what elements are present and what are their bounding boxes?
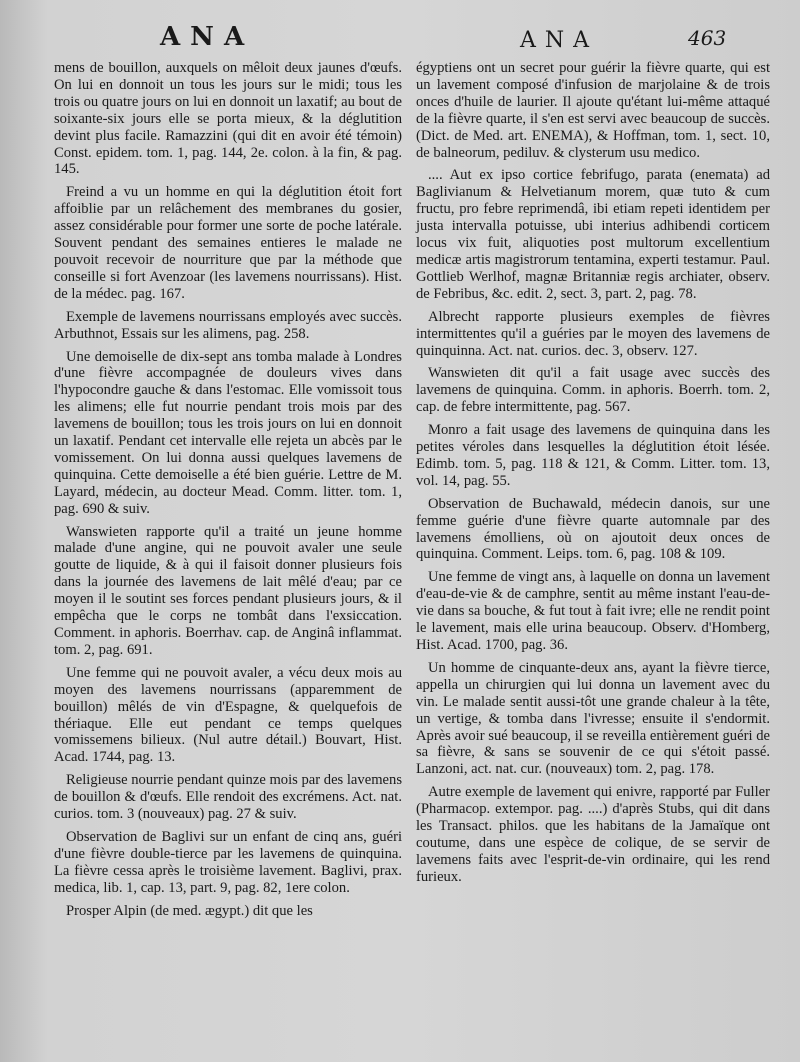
paragraph: .... Aut ex ipso cortice febrifugo, parata (enemata) ad Baglivianum & Helvetianum morem, quæ tuto & cum fructu, pro febre reprimendâ, ibi etiam repeti identidem per justa intervalla potuisse, ubi interius adhibendi corticem locus vix fuit, aliquoties post multorum excellentium medicæ artis magistrorum tentamina, experti testamur. Paul. Gottlieb Werlhof, magnæ Britanniæ regis archiater, observ. de Febribus, &c. edit. 2, sect. 3, part. 2, pag. 78. — [416, 167, 770, 302]
paragraph: Une femme qui ne pouvoit avaler, a vécu deux mois au moyen des lavemens nourrissans (apparemment de bouillon) mêlés de vin d'Espagne, & quelquefois de thériaque. Elle eut pendant ce temps quelques vomissemens bilieux. (Nul autre détail.) Bouvart, Hist. Acad. 1744, pag. 13. — [54, 664, 402, 766]
right-column — [416, 60, 770, 892]
paragraph: Prosper Alpin (de med. ægypt.) dit que les — [66, 902, 313, 919]
paragraph: Freind a vu un homme en qui la déglutition étoit fort affoiblie par un relâchement des membranes du gosier, assez considérable pour former une sorte de poche latérale. Souvent pendant des semaines entieres le malade ne pouvoit recevoir de nourriture que par la méthode que conseille si fort Avenzoar (les lavemens nourrissans). Hist. de la médec. pag. 167. — [54, 184, 402, 302]
paragraph: Observation de Baglivi sur un enfant de cinq ans, guéri d'une fièvre double-tierce par les lavemens de quinquina. La fièvre cessa après le troisième lavement. Baglivi, prax. medica, lib. 1, cap. 13, part. 9, pag. 82, 1ere colon. — [54, 828, 402, 896]
paragraph: Un homme de cinquante-deux ans, ayant la fièvre tierce, appella un chirurgien qui lui donna un lavement avec du vin. Le malade sentit aussi-tôt une grande chaleur à la tête, un vertige, & tomba dans l'ivresse; ensuite il s'endormit. Après avoir sué beaucoup, il se reveilla entièrement guéri de sa fièvre, & sans se souvenir de ce qui s'étoit passé. Lanzoni, act. nat. cur. (nouveaux) tom. 2, pag. 178. — [416, 659, 770, 778]
header-left-word: ANA — [160, 22, 255, 52]
paragraph: Monro a fait usage des lavemens de quinquina dans les petites véroles dans lesquelles la déglutition étoit lésée. Edimb. tom. 5, pag. 118 & 121, & Comm. Litter. tom. 13, vol. 14, pag. 55. — [416, 422, 770, 489]
paragraph: Une femme de vingt ans, à laquelle on donna un lavement d'eau-de-vie & de camphre, sentit au même instant l'eau-de-vie dans sa bouche, & fut tout à fait ivre; elle ne rendit point le lavement, mais elle urina beaucoup. Observ. d'Homberg, Hist. Acad. 1700, pag. 36. — [416, 569, 770, 653]
paragraph: égyptiens ont un secret pour guérir la fièvre quarte, qui est un lavement composé d'infusion de marjolaine & de trois onces d'huile de laurier. Il ajoute qu'étant lui-même attaqué de la fièvre quarte, il s'en est servi avec beaucoup de succès. (Dict. de Med. art. ENEMA), & Hoffman, tom. 1, sect. 10, de balneorum, pediluv. & clysterum usu medico. — [416, 60, 770, 161]
paragraph: Wanswieten rapporte qu'il a traité un jeune homme malade d'une angine, qui ne pouvoit avaler une seule goutte de liquide, & à qui il faisoit donner plusieurs fois dans la journée des lavemens de lait mêlé d'eau; par ce moyen il le soutint ses forces pendant plusieurs jours, & il empêcha que le corps ne tombât dans l'exsiccation. Comment. in aphoris. Boerrhav. cap. de Anginâ inflammat. tom. 2, pag. 691. — [54, 523, 402, 658]
header-right-word: ANA — [520, 28, 599, 53]
running-header — [0, 20, 800, 54]
paragraph: Wanswieten dit qu'il a fait usage avec succès des lavemens de quinquina. Comm. in aphoris. Boerrh. tom. 2, cap. de febre intermittente, pag. 567. — [416, 365, 770, 416]
page-number: 463 — [688, 26, 727, 50]
paragraph: mens de bouillon, auxquels on mêloit deux jaunes d'œufs. On lui en donnoit un tous les jours sur le midi; tous les trois ou quatre jours on lui en donnoit un laxatif; au bout de soixante-six jours elle se porta mieux, & la déglutition devint plus facile. Ramazzini (qui dit en avoir été témoin) Const. epidem. tom. 1, pag. 144, 2e. colon. à la fin, & pag. 145. — [54, 60, 402, 178]
paragraph: Une demoiselle de dix-sept ans tomba malade à Londres d'une fièvre accompagnée de douleurs vives dans l'hypocondre gauche & dans l'estomac. Elle vomissoit tous les alimens; elle fut nourrie pendant trois mois par des lavemens de bouillon; tous les trois jours on lui en donnoit un laxatif. Pendant cet intervalle elle rejeta un abcès par le vomissement. On lui donna aussi quelques lavemens de quinquina. Cette demoiselle a été bien guérie. Lettre de M. Layard, médecin, au docteur Mead. Comm. litter. tom. 1, pag. 690 & suiv. — [54, 348, 402, 517]
paragraph: Observation de Buchawald, médecin danois, sur une femme guérie d'une fièvre quarte automnale par des lavemens émolliens, où on ajoutoit deux onces de quinquina. Comment. Leips. tom. 6, pag. 108 & 109. — [416, 495, 770, 563]
paragraph: Albrecht rapporte plusieurs exemples de fièvres intermittentes qu'il a guéries par le moyen des lavemens de quinquinna. Act. nat. curios. dec. 3, observ. 127. — [416, 308, 770, 359]
paragraph: Exemple de lavemens nourrissans employés avec succès. Arbuthnot, Essais sur les alimens, pag. 258. — [54, 308, 402, 342]
paragraph: Religieuse nourrie pendant quinze mois par des lavemens de bouillon & d'œufs. Elle rendoit des excrémens. Act. nat. curios. tom. 3 (nouveaux) pag. 27 & suiv. — [54, 772, 402, 823]
left-column — [54, 60, 402, 926]
paragraph: Autre exemple de lavement qui enivre, rapporté par Fuller (Pharmacop. extempor. pag. ....) d'après Stubs, qui dit dans les Transact. philos. que les habitans de la Jamaïque ont coutume, dans une espèce de colique, de se servir de lavemens faits avec l'esprit-de-vin ordinaire, qui les rend furieux. — [416, 784, 770, 885]
